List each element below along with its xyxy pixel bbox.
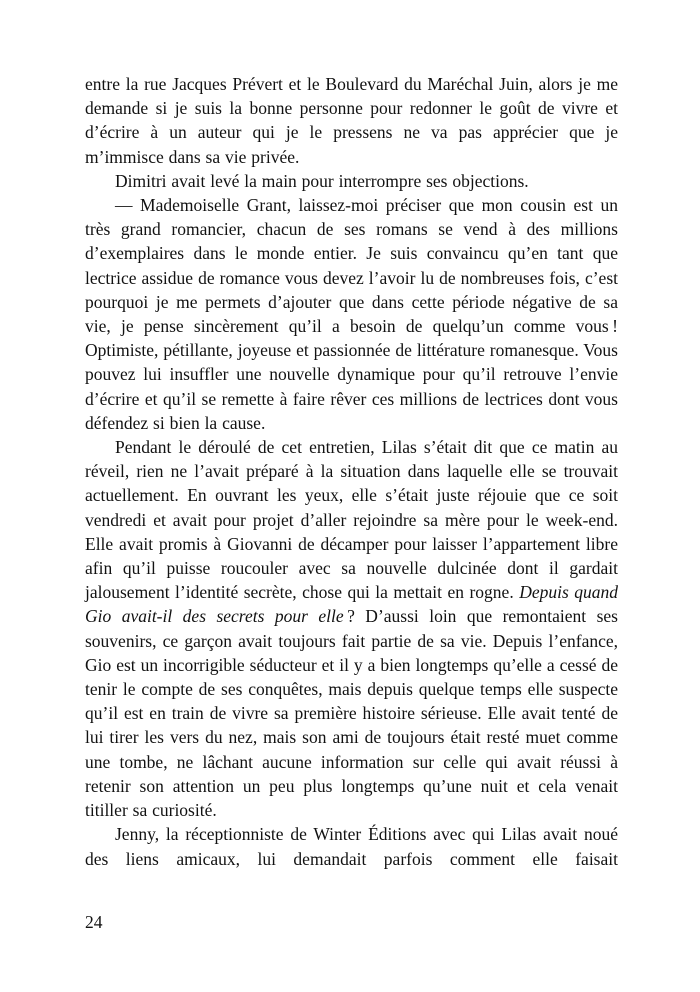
paragraph-4 bbox=[85, 435, 618, 822]
paragraph-5: Jenny, la réceptionniste de Winter Éditions avec qui Lilas avait noué des liens amicaux, lui demandait parfois comment elle faisait bbox=[85, 824, 618, 869]
paragraph-3-dialogue: — Mademoiselle Grant, laissez-moi préciser que mon cousin est un très grand romancier, chacun de ses romans se vend à des millions d’exemplaires dans le monde entier. Je suis convaincu qu’en tant que lectrice assidue de romance vous devez l’avoir lu de nombreuses fois, c’est pourquoi je me permets d’ajouter que dans cette période négative de sa vie, je pense sincèrement qu’il a besoin de quelqu’un comme vous ! Optimiste, pétillante, joyeuse et passionnée de littérature romanesque. Vous pouvez lui insuffler une nouvelle dynamique pour qu’il retrouve l’envie d’écrire et qu’il se remette à faire rêver ces millions de lectrices dont vous défendez si bien la cause. bbox=[85, 195, 618, 433]
page-text-block bbox=[85, 72, 618, 871]
paragraph-4-text-before: Pendant le déroulé de cet entretien, Lilas s’était dit que ce matin au réveil, rien ne l’avait préparé à la situation dans laquelle elle se trouvait actuellement. En ouvrant les yeux, elle s’était juste réjouie que ce soit vendredi et avait pour projet d’aller rejoindre sa mère pour le week-end. Elle avait promis à Giovanni de décamper pour laisser l’appartement libre afin qu’il puisse roucouler avec sa nouvelle dulcinée dont il gardait jalousement l’identité secrète, chose qui la mettait en rogne. bbox=[85, 437, 618, 603]
paragraph-4-text-after: ? D’aussi loin que remontaient ses souvenirs, ce garçon avait toujours fait partie de sa vie. Depuis l’enfance, Gio est un incorrigible séducteur et il y a bien longtemps qu’elle a cessé de tenir le compte de ses conquêtes, mais depuis quelque temps elle suspecte qu’il est en train de vivre sa première histoire sérieuse. Elle avait tenté de lui tirer les vers du nez, mais son ami de toujours était resté muet comme une tombe, ne lâchant aucune information sur celle qui avait réussi à retenir son attention un peu plus longtemps qu’une nuit et cela venait titiller sa curiosité. bbox=[85, 606, 618, 821]
page-number: 24 bbox=[85, 912, 103, 932]
paragraph-4-italic-thought: Depuis quand Gio avait-il des secrets pour elle bbox=[85, 582, 618, 627]
paragraph-2: Dimitri avait levé la main pour interrompre ses objections. bbox=[115, 170, 529, 191]
paragraph-1: entre la rue Jacques Prévert et le Boulevard du Maréchal Juin, alors je me demande si je suis la bonne personne pour redonner le goût de vivre et d’écrire à un auteur qui je le pressens ne va pas apprécier que je m’immisce dans sa vie privée. bbox=[85, 74, 618, 167]
